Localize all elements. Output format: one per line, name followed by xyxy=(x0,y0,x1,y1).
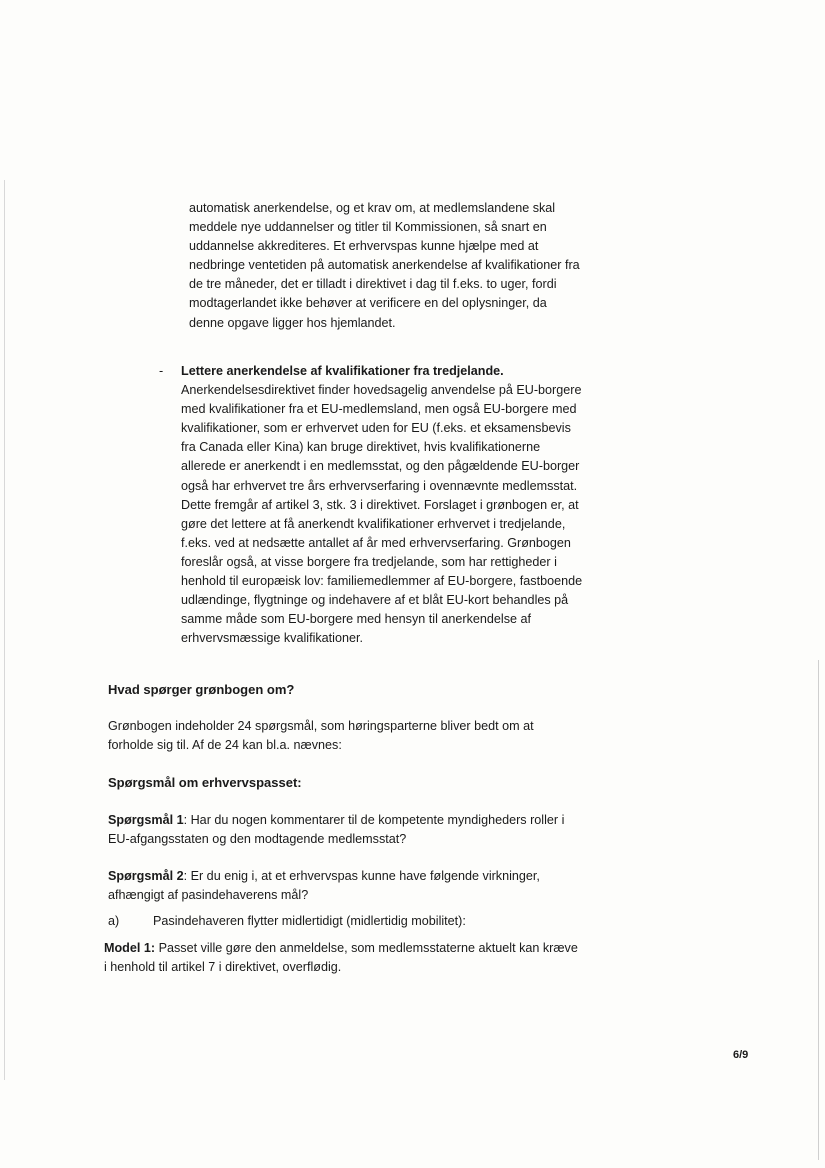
intro-paragraph: Grønbogen indeholder 24 spørgsmål, som høringsparterne bliver bedt om at forholde sig til. Af de 24 kan bl.a. nævnes: xyxy=(108,719,534,753)
model-1-text: Passet ville gøre den anmeldelse, som medlemsstaterne aktuelt kan kræve i henhold til artikel 7 i direktivet, overflødig. xyxy=(104,941,578,975)
section-heading-passport-questions: Spørgsmål om erhvervspasset: xyxy=(108,775,302,790)
bullet-paragraph xyxy=(181,362,585,648)
model-1-label: Model 1: xyxy=(104,941,156,955)
list-item-a-text: Pasindehaveren flytter midlertidigt (midlertidig mobilitet): xyxy=(153,914,466,928)
model-1 xyxy=(104,939,579,977)
bullet-marker: - xyxy=(159,364,164,378)
question-1-text: : Har du nogen kommentarer til de kompetente myndigheders roller i EU-afgangsstaten og den modtagende medlemsstat? xyxy=(108,813,565,847)
question-2 xyxy=(108,867,578,905)
bullet-bold-lead: Lettere anerkendelse af kvalifikationer fra tredjelande. xyxy=(181,364,504,378)
page-number: 6/9 xyxy=(733,1049,749,1061)
question-2-text: : Er du enig i, at et erhvervspas kunne have følgende virkninger, afhængigt af pasindehaverens mål? xyxy=(108,869,540,903)
list-item-a-marker: a) xyxy=(108,914,120,928)
scan-edge-right xyxy=(818,660,819,1160)
question-2-label: Spørgsmål 2 xyxy=(108,869,184,883)
bullet-body: Anerkendelsesdirektivet finder hovedsagelig anvendelse på EU-borgere med kvalifikationer fra et EU-medlemsland, men også EU-borgere med kvalifikationer, som er erhvervet uden for EU (f.eks. et eksamensbevis fra Canada eller Kina) kan bruge direktivet, hvis kvalifikationerne allerede er anerkendt i en medlemsstat, og den pågældende EU-borger også har erhvervet tre års erhvervserfaring i ovennævnte medlemsstat. Dette fremgår af artikel 3, stk. 3 i direktivet. Forslaget i grønbogen er, at gøre det lettere at få anerkendt kvalifikationer erhvervet i tredjelande, f.eks. ved at nedsætte antallet af år med erhvervserfaring. Grønbogen foreslår også, at visse borgere fra tredjelande, som har rettigheder i henhold til europæisk lov: familiemedlemmer af EU-borgere, fastboende udlændinge, flygtninge og indehavere af et blåt EU-kort behandles på samme måde som EU-borgere med hensyn til anerkendelse af erhvervsmæssige kvalifikationer. xyxy=(181,383,583,646)
scan-edge-left xyxy=(4,180,5,1080)
continued-paragraph: automatisk anerkendelse, og et krav om, at medlemslandene skal meddele nye uddannelser og titler til Kommissionen, så snart en uddannelse akkrediteres. Et erhvervspas kunne hjælpe med at nedbringe ventetiden på automatisk anerkendelse af kvalifikationer fra de tre måneder, det er tilladt i direktivet i dag til f.eks. to uger, fordi modtagerlandet ikke behøver at verificere en del oplysninger, da denne opgave ligger hos hjemlandet. xyxy=(189,201,580,330)
question-1 xyxy=(108,811,578,849)
section-heading-questions: Hvad spørger grønbogen om? xyxy=(108,682,295,697)
question-1-label: Spørgsmål 1 xyxy=(108,813,184,827)
